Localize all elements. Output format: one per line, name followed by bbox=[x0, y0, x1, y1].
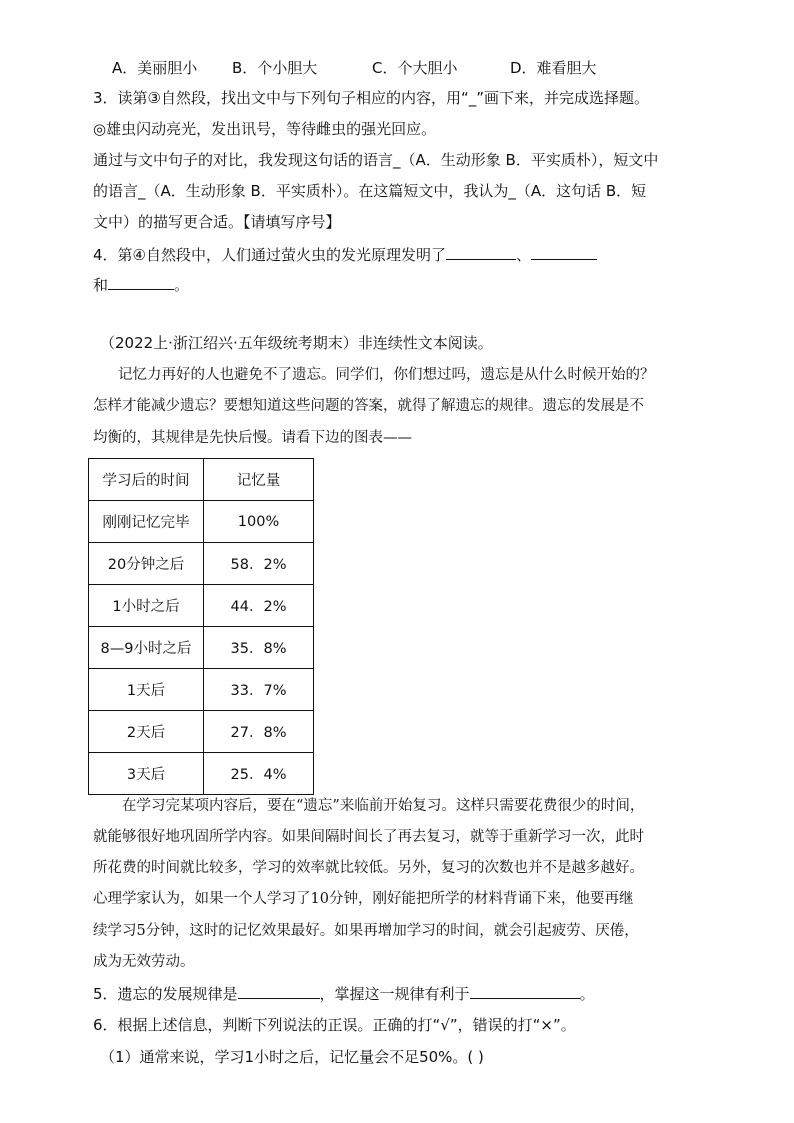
table-row bbox=[89, 711, 314, 753]
q3-line2: 的语言_（A．生动形象 B．平实质朴）。在这篇短文中，我认为_（A．这句话 B．短 bbox=[93, 182, 647, 200]
table-cell: 44．2% bbox=[204, 585, 314, 627]
q5-end: 。 bbox=[579, 985, 595, 1003]
q6-instruction: 6．根据上述信息，判断下列说法的正误。正确的打“√”，错误的打“×”。 bbox=[93, 1016, 576, 1034]
answer-blank[interactable] bbox=[446, 245, 516, 260]
table-row bbox=[89, 669, 314, 711]
q2-options bbox=[112, 58, 597, 78]
q5-line bbox=[93, 984, 595, 1004]
passage2-line1: 在学习完某项内容后，要在“遗忘”来临前开始复习。这样只需要花费很少的时间， bbox=[122, 798, 645, 814]
option-b: B．个小胆大 bbox=[232, 59, 318, 77]
table-cell: 3天后 bbox=[89, 753, 204, 795]
q3-instruction: 3．读第③自然段，找出文中与下列句子相应的内容，用“_”画下来，并完成选择题。 bbox=[93, 89, 650, 107]
q5-text: 5．遗忘的发展规律是 bbox=[93, 985, 238, 1003]
q6-item-1: （1）通常来说，学习1小时之后，记忆量会不足50%。( ) bbox=[100, 1048, 484, 1066]
table-row bbox=[89, 627, 314, 669]
table-cell: 2天后 bbox=[89, 711, 204, 753]
passage1-line3: 均衡的，其规律是先快后慢。请看下边的图表—— bbox=[93, 430, 412, 446]
answer-blank[interactable] bbox=[238, 984, 320, 999]
option-d: D．难看胆大 bbox=[510, 59, 597, 77]
table-cell: 1天后 bbox=[89, 669, 204, 711]
table-cell: 100% bbox=[204, 501, 314, 543]
table-cell: 1小时之后 bbox=[89, 585, 204, 627]
answer-blank[interactable] bbox=[531, 245, 597, 260]
table-header-amount: 记忆量 bbox=[204, 459, 314, 501]
table-cell: 8—9小时之后 bbox=[89, 627, 204, 669]
table-cell: 58．2% bbox=[204, 543, 314, 585]
table-row bbox=[89, 501, 314, 543]
table-cell: 25．4% bbox=[204, 753, 314, 795]
table-cell: 刚刚记忆完毕 bbox=[89, 501, 204, 543]
passage2-line6: 成为无效劳动。 bbox=[93, 954, 195, 970]
passage2-line4: 心理学家认为，如果一个人学习了10分钟，刚好能把所学的材料背诵下来，他要再继 bbox=[93, 891, 634, 907]
answer-blank[interactable] bbox=[470, 984, 580, 999]
q4-and: 和 bbox=[93, 276, 109, 294]
passage1-line2: 怎样才能减少遗忘？要想知道这些问题的答案，就得了解遗忘的规律。遗忘的发展是不 bbox=[93, 398, 644, 414]
passage2-line3: 所花费的时间就比较多，学习的效率就比较低。另外，复习的次数也并不是越多越好。 bbox=[93, 860, 644, 876]
q4-text: 4．第④自然段中，人们通过萤火虫的发光原理发明了 bbox=[93, 246, 446, 264]
table-cell: 27．8% bbox=[204, 711, 314, 753]
option-c: C．个大胆小 bbox=[372, 59, 458, 77]
table-cell: 35．8% bbox=[204, 627, 314, 669]
q4-separator: 、 bbox=[516, 246, 532, 264]
q5-text-2: ，掌握这一规律有利于 bbox=[319, 985, 470, 1003]
table-cell: 20分钟之后 bbox=[89, 543, 204, 585]
table-row bbox=[89, 753, 314, 795]
table-header-row bbox=[89, 459, 314, 501]
table-row bbox=[89, 585, 314, 627]
source-line: （2022上·浙江绍兴·五年级统考期末）非连续性文本阅读。 bbox=[100, 334, 493, 352]
q3-sentence: ◎雄虫闪动亮光，发出讯号，等待雌虫的强光回应。 bbox=[93, 120, 437, 138]
answer-blank[interactable] bbox=[108, 275, 174, 290]
table-header-time: 学习后的时间 bbox=[89, 459, 204, 501]
memory-table bbox=[88, 458, 314, 795]
q3-line3: 文中）的描写更合适。【请填写序号】 bbox=[93, 213, 341, 231]
passage2-line2: 就能够很好地巩固所学内容。如果间隔时间长了再去复习，就等于重新学习一次，此时 bbox=[93, 829, 644, 845]
option-a: A．美丽胆小 bbox=[112, 59, 198, 77]
table-row bbox=[89, 543, 314, 585]
q4-end: 。 bbox=[174, 276, 190, 294]
passage1-line1: 记忆力再好的人也避免不了遗忘。同学们，你们想过吗，遗忘是从什么时候开始的？ bbox=[118, 367, 655, 383]
table-cell: 33．7% bbox=[204, 669, 314, 711]
q4-line2 bbox=[93, 275, 189, 295]
passage2-line5: 续学习5分钟，这时的记忆效果最好。如果再增加学习的时间，就会引起疲劳、厌倦， bbox=[93, 923, 639, 939]
q3-line1: 通过与文中句子的对比，我发现这句话的语言_（A．生动形象 B．平实质朴），短文中 bbox=[93, 151, 659, 169]
q4-line1 bbox=[93, 245, 597, 265]
